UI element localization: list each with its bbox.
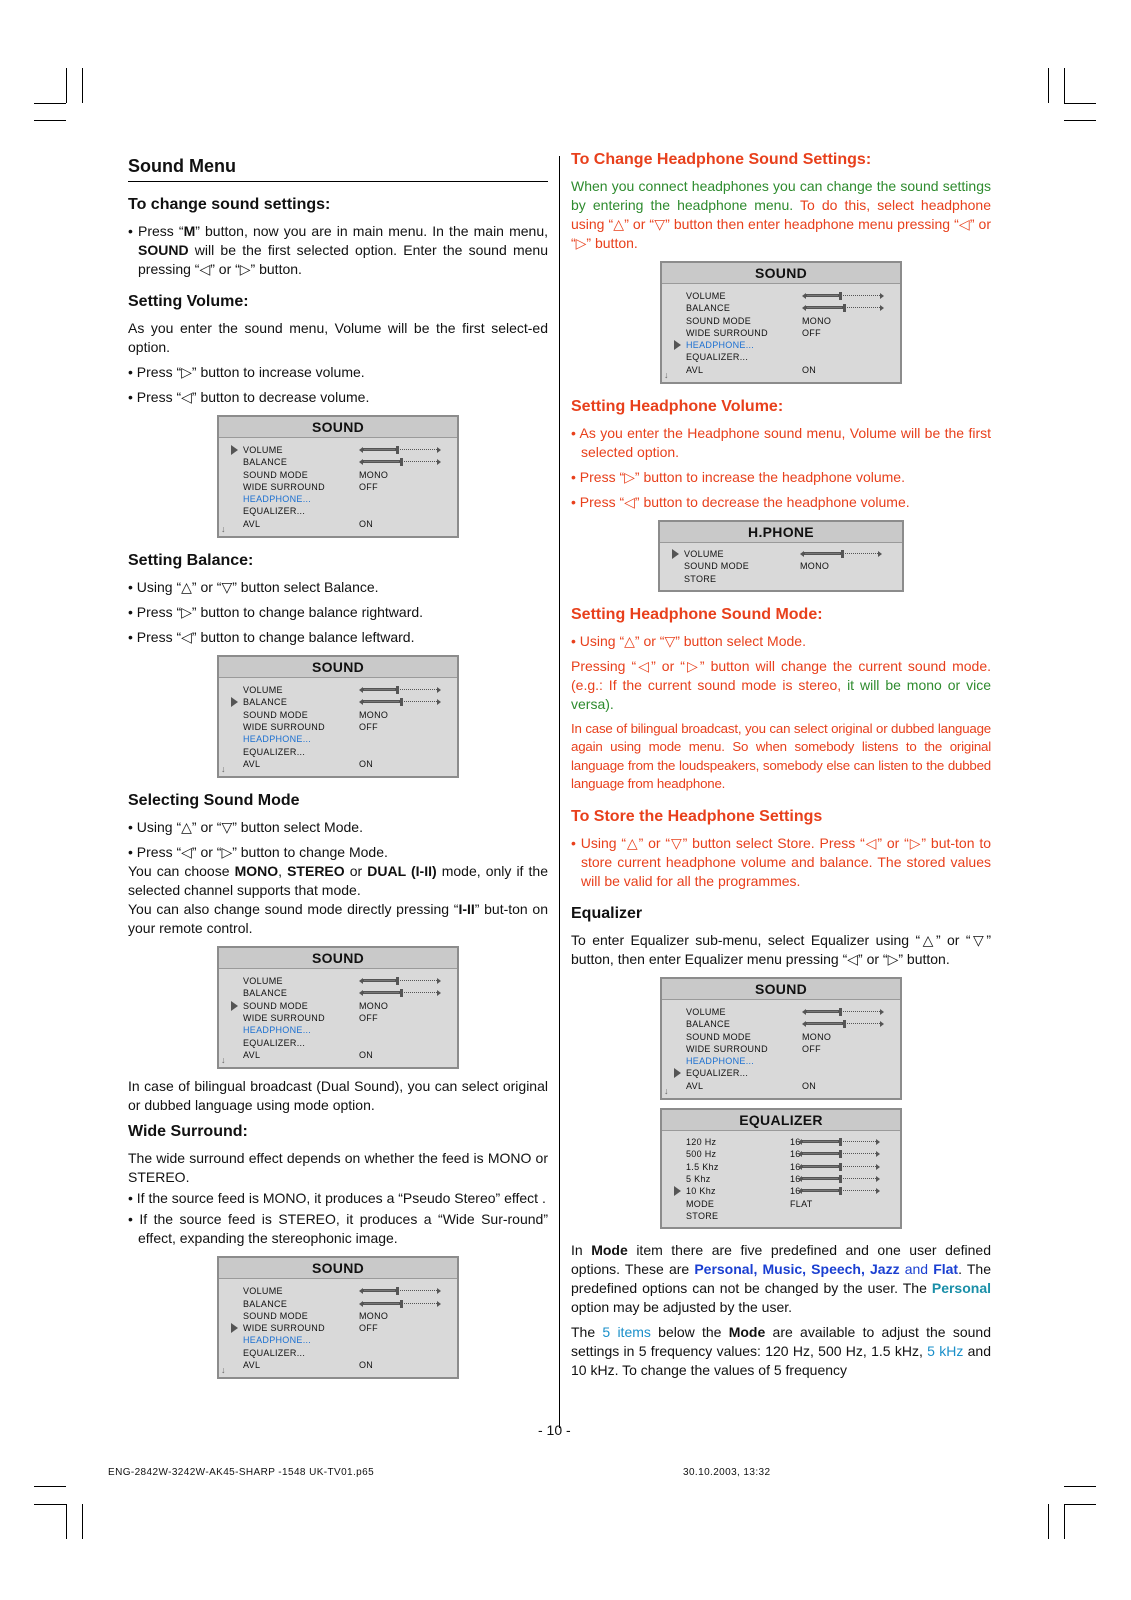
- menu-item-headphone: [243, 1334, 449, 1346]
- sound-menu-title: SOUND: [219, 417, 457, 438]
- level-slider: [798, 1177, 880, 1181]
- change-sound-heading: To change sound settings:: [128, 196, 331, 213]
- crop-mark: [1064, 1486, 1096, 1487]
- wide-text: The wide surround effect depends on whether the feed is MONO or STEREO.: [128, 1150, 548, 1186]
- menu-item-sound-mode: [243, 469, 449, 481]
- menu-item-avl: [243, 758, 449, 770]
- menu-item-sound-mode: [684, 560, 894, 572]
- menu-item-label: 120 Hz: [686, 1137, 717, 1148]
- menu-item-volume: [243, 1285, 449, 1297]
- level-slider: [359, 1302, 441, 1306]
- menu-item-volume: [243, 975, 449, 987]
- crop-mark: [1064, 1504, 1096, 1505]
- sound-menu-title: SOUND: [219, 1258, 457, 1279]
- selection-arrow-icon: [231, 697, 238, 707]
- wide-mono: • If the source feed is MONO, it produces a “Pseudo Stereo” effect .: [128, 1190, 546, 1207]
- crop-mark: [34, 1486, 66, 1487]
- crop-mark: [1048, 1504, 1049, 1539]
- menu-item-label: AVL: [243, 758, 261, 769]
- level-slider: [359, 688, 441, 692]
- menu-item-volume: [243, 684, 449, 696]
- frequency-items-text: The 5 items below the Mode are available to adjust the sound settings in 5 frequency values: 120 Hz, 500 Hz, 1.5 kHz, 5 kHz and 10 kHz. To change the values of 5 frequency: [571, 1324, 991, 1379]
- menu-item-balance: [243, 696, 449, 708]
- crop-mark: [66, 68, 67, 103]
- menu-item-value: OFF: [802, 1043, 821, 1054]
- menu-item-label: WIDE SURROUND: [243, 1013, 325, 1024]
- menu-item-label: VOLUME: [243, 1286, 283, 1297]
- menu-item-value: 16: [790, 1149, 801, 1160]
- left-column: [128, 156, 548, 1387]
- store-text: • Using “△” or “▽” button select Store. Press “◁” or “▷” but-ton to store current headphone volume and balance. The stored values will be valid for all the programmes.: [571, 834, 991, 889]
- eq-band-row: [686, 1161, 892, 1173]
- crop-mark: [1048, 68, 1049, 103]
- menu-item-label: EQUALIZER...: [686, 1068, 749, 1079]
- menu-item-label: BALANCE: [243, 697, 288, 708]
- headphone-mode-heading: Setting Headphone Sound Mode:: [571, 605, 823, 623]
- menu-item-value: MONO: [800, 561, 830, 572]
- menu-item-label: HEADPHONE...: [686, 1056, 755, 1067]
- volume-text: As you enter the sound menu, Volume will be the first select-ed option.: [128, 320, 548, 355]
- menu-item-mode: [686, 1198, 892, 1210]
- menu-item-label: WIDE SURROUND: [686, 1043, 768, 1054]
- volume-increase: • Press “▷” button to increase volume.: [128, 364, 365, 380]
- equalizer-menu-panel: [660, 1108, 902, 1229]
- menu-item-value: OFF: [359, 721, 378, 732]
- menu-item-label: WIDE SURROUND: [686, 327, 768, 338]
- sound-menu-title: SOUND: [219, 657, 457, 678]
- section-title: Sound Menu: [128, 156, 548, 182]
- wide-stereo: • If the source feed is STEREO, it produces a “Wide Sur-round” effect, expanding the stereophonic image.: [128, 1211, 548, 1247]
- menu-item-label: AVL: [686, 1080, 704, 1091]
- balance-left: • Press “◁” button to change balance leftward.: [128, 629, 415, 646]
- scroll-down-icon: ↓: [664, 370, 669, 381]
- menu-item-avl: [243, 1049, 449, 1061]
- equalizer-text: To enter Equalizer sub-menu, select Equalizer using “△” or “▽” button, then enter Equalizer menu pressing “◁” or “▷” button.: [571, 931, 991, 967]
- menu-item-sound-mode: [243, 1310, 449, 1322]
- scroll-down-icon: ↓: [221, 524, 226, 535]
- menu-item-value: MONO: [802, 315, 832, 326]
- menu-item-store: [684, 573, 894, 585]
- menu-item-label: VOLUME: [243, 445, 283, 455]
- menu-item-label: SOUND MODE: [684, 561, 750, 572]
- level-slider: [798, 1165, 880, 1169]
- level-slider: [359, 979, 441, 983]
- menu-item-label: VOLUME: [684, 549, 724, 560]
- menu-item-wide-surround: [243, 1322, 449, 1334]
- menu-item-label: AVL: [686, 364, 704, 375]
- menu-item-value: FLAT: [790, 1198, 813, 1209]
- menu-item-balance: [686, 1018, 892, 1030]
- menu-item-label: WIDE SURROUND: [243, 1323, 325, 1334]
- menu-item-balance: [686, 302, 892, 314]
- menu-item-label: EQUALIZER...: [243, 746, 306, 757]
- crop-mark: [66, 1504, 67, 1539]
- equalizer-heading: Equalizer: [571, 904, 643, 922]
- menu-item-value: MONO: [359, 469, 389, 480]
- menu-item-label: AVL: [243, 1049, 261, 1060]
- hp-volume-decrease: • Press “◁” button to decrease the headphone volume.: [571, 494, 910, 511]
- menu-item-value: ON: [802, 1080, 817, 1091]
- menu-item-avl: [686, 364, 892, 376]
- menu-item-store: [686, 1210, 892, 1222]
- menu-item-value: 16: [790, 1186, 801, 1197]
- menu-item-volume: [243, 444, 449, 456]
- menu-item-value: MONO: [359, 1310, 389, 1321]
- hphone-menu-title: H.PHONE: [660, 522, 902, 543]
- menu-item-label: VOLUME: [243, 976, 283, 987]
- menu-item-equalizer: [243, 1037, 449, 1049]
- menu-item-value: ON: [359, 1049, 374, 1060]
- menu-item-equalizer: [243, 505, 449, 517]
- crop-mark: [82, 68, 83, 103]
- sound-menu-panel: [217, 1256, 459, 1379]
- menu-item-headphone: [243, 493, 449, 505]
- level-slider: [359, 991, 441, 995]
- crop-mark: [1064, 103, 1096, 104]
- menu-item-headphone: [686, 1055, 892, 1067]
- hp-mode-bilingual: In case of bilingual broadcast, you can select original or dubbed language again using mode menu. So when somebody listens to the original language from the loudspeakers, somebody else can listen to the dubbed language from headphone.: [571, 720, 991, 792]
- scroll-down-icon: ↓: [221, 1055, 226, 1066]
- menu-item-value: ON: [359, 518, 374, 529]
- crop-mark: [1064, 120, 1096, 121]
- hp-mode-change: Pressing “◁” or “▷” button will change the current sound mode. (e.g.: If the current sound mode is stereo, it will be mono or vice versa).: [571, 657, 991, 712]
- menu-item-balance: [243, 1298, 449, 1310]
- menu-item-label: SOUND MODE: [243, 1000, 309, 1011]
- menu-item-volume: [684, 548, 894, 560]
- crop-mark: [1064, 68, 1065, 103]
- sound-menu-title: SOUND: [662, 263, 900, 284]
- menu-item-volume: [686, 290, 892, 302]
- menu-item-label: BALANCE: [243, 457, 288, 468]
- menu-item-label: SOUND MODE: [243, 1310, 309, 1321]
- setting-balance-heading: Setting Balance:: [128, 552, 254, 570]
- crop-mark: [82, 1504, 83, 1539]
- level-slider: [359, 460, 441, 464]
- store-heading: To Store the Headphone Settings: [571, 807, 823, 825]
- menu-item-label: HEADPHONE...: [243, 494, 312, 505]
- crop-mark: [34, 103, 66, 104]
- headphone-heading: To Change Headphone Sound Settings:: [571, 151, 872, 168]
- menu-item-label: EQUALIZER...: [243, 1037, 306, 1048]
- selection-arrow-icon: [231, 1001, 238, 1011]
- menu-item-label: BALANCE: [686, 1019, 731, 1030]
- menu-item-value: OFF: [359, 481, 378, 492]
- level-slider: [802, 1010, 884, 1014]
- eq-band-row: [686, 1185, 892, 1197]
- menu-item-headphone: [243, 1024, 449, 1036]
- menu-item-wide-surround: [243, 1012, 449, 1024]
- menu-item-label: BALANCE: [686, 303, 731, 314]
- level-slider: [802, 1022, 884, 1026]
- menu-item-headphone: [243, 733, 449, 745]
- equalizer-menu-title: EQUALIZER: [662, 1110, 900, 1131]
- mode-change: • Press “◁” or “▷” button to change Mode.: [128, 844, 388, 861]
- menu-item-balance: [243, 456, 449, 468]
- mode-direct: You can also change sound mode directly pressing “I-II” but-ton on your remote control.: [128, 901, 548, 937]
- menu-item-volume: [686, 1006, 892, 1018]
- menu-item-label: VOLUME: [686, 291, 726, 301]
- menu-item-wide-surround: [243, 481, 449, 493]
- menu-item-sound-mode: [686, 315, 892, 327]
- menu-item-label: 500 Hz: [686, 1149, 717, 1160]
- level-slider: [802, 294, 884, 298]
- menu-item-value: MONO: [802, 1031, 832, 1042]
- menu-item-equalizer: [243, 746, 449, 758]
- menu-item-label: EQUALIZER...: [243, 506, 306, 517]
- balance-select: • Using “△” or “▽” button select Balance.: [128, 579, 379, 596]
- menu-item-equalizer: [686, 351, 892, 363]
- sound-menu-panel: [217, 946, 459, 1069]
- menu-item-value: MONO: [359, 709, 389, 720]
- footer-date: 30.10.2003, 13:32: [683, 1467, 771, 1478]
- selection-arrow-icon: [674, 1068, 681, 1078]
- mode-bilingual: In case of bilingual broadcast (Dual Sound), you can select original or dubbed language using mode option.: [128, 1078, 548, 1114]
- sound-menu-panel: [660, 261, 902, 384]
- menu-item-label: WIDE SURROUND: [243, 481, 325, 492]
- menu-item-label: EQUALIZER...: [686, 352, 749, 363]
- hp-volume-text: • As you enter the Headphone sound menu, Volume will be the first selected option.: [571, 425, 991, 461]
- menu-item-wide-surround: [686, 1043, 892, 1055]
- mode-choose: You can choose MONO, STEREO or DUAL (I-II) mode, only if the selected channel supports that mode.: [128, 863, 548, 899]
- crop-mark: [34, 1504, 66, 1505]
- column-divider: [559, 156, 560, 1428]
- level-slider: [798, 1189, 880, 1193]
- footer-file: ENG-2842W-3242W-AK45-SHARP -1548 UK-TV01.p65: [108, 1467, 375, 1478]
- menu-item-label: MODE: [686, 1198, 715, 1209]
- menu-item-wide-surround: [686, 327, 892, 339]
- menu-item-label: SOUND MODE: [686, 315, 752, 326]
- menu-item-label: WIDE SURROUND: [243, 721, 325, 732]
- menu-item-label: SOUND MODE: [686, 1031, 752, 1042]
- sound-mode-heading: Selecting Sound Mode: [128, 792, 300, 810]
- level-slider: [802, 306, 884, 310]
- level-slider: [359, 1289, 441, 1293]
- menu-item-label: VOLUME: [686, 1006, 726, 1017]
- menu-item-value: 16: [790, 1173, 801, 1184]
- setting-volume-heading: Setting Volume:: [128, 293, 249, 310]
- selection-arrow-icon: [231, 445, 238, 455]
- menu-item-value: 16: [790, 1161, 801, 1172]
- menu-item-label: STORE: [686, 1210, 719, 1221]
- eq-band-row: [686, 1136, 892, 1148]
- selection-arrow-icon: [672, 549, 679, 559]
- level-slider: [800, 552, 882, 556]
- balance-right: • Press “▷” button to change balance rightward.: [128, 604, 424, 621]
- menu-item-value: OFF: [802, 327, 821, 338]
- menu-item-wide-surround: [243, 721, 449, 733]
- selection-arrow-icon: [674, 340, 681, 350]
- menu-item-value: OFF: [359, 1323, 378, 1334]
- menu-item-label: AVL: [243, 518, 261, 529]
- eq-band-row: [686, 1148, 892, 1160]
- crop-mark: [34, 120, 66, 121]
- page-number: - 10 -: [538, 1422, 571, 1438]
- menu-item-label: 1.5 Khz: [686, 1161, 719, 1172]
- right-column: [571, 151, 991, 1386]
- menu-item-label: VOLUME: [243, 685, 283, 696]
- menu-item-label: HEADPHONE...: [243, 1025, 312, 1036]
- menu-item-label: AVL: [243, 1360, 261, 1371]
- menu-item-value: ON: [359, 758, 374, 769]
- mode-options-text: In Mode item there are five predefined and one user defined options. These are Personal, Music, Speech, Jazz and Flat. The predefined options can not be changed by the user. The Personal option may be adjusted by the user.: [571, 1242, 991, 1316]
- menu-item-label: HEADPHONE...: [686, 340, 755, 351]
- menu-item-avl: [243, 518, 449, 530]
- level-slider: [359, 700, 441, 704]
- sound-menu-title: SOUND: [219, 948, 457, 969]
- menu-item-label: 5 Khz: [686, 1173, 711, 1184]
- menu-item-equalizer: [686, 1067, 892, 1079]
- menu-item-label: SOUND MODE: [243, 469, 309, 480]
- mode-select: • Using “△” or “▽” button select Mode.: [128, 819, 363, 836]
- sound-menu-panel: [660, 977, 902, 1100]
- sound-menu-panel: [217, 415, 459, 538]
- scroll-down-icon: ↓: [664, 1086, 669, 1097]
- wide-surround-heading: Wide Surround:: [128, 1123, 248, 1141]
- volume-decrease: • Press “◁” button to decrease volume.: [128, 389, 370, 405]
- sound-menu-panel: [217, 655, 459, 778]
- scroll-down-icon: ↓: [221, 764, 226, 775]
- menu-item-value: OFF: [359, 1013, 378, 1024]
- menu-item-label: EQUALIZER...: [243, 1347, 306, 1358]
- hp-volume-increase: • Press “▷” button to increase the headphone volume.: [571, 469, 905, 486]
- selection-arrow-icon: [674, 1186, 681, 1196]
- change-sound-text: • Press “M” button, now you are in main menu. In the main menu, SOUND will be the first selected option. Enter the sound menu pressing “◁” or “▷” button.: [128, 223, 548, 277]
- menu-item-label: HEADPHONE...: [243, 1335, 312, 1346]
- scroll-down-icon: ↓: [221, 1365, 226, 1376]
- menu-item-value: 16: [790, 1137, 801, 1148]
- menu-item-label: SOUND MODE: [243, 709, 309, 720]
- menu-item-equalizer: [243, 1347, 449, 1359]
- menu-item-headphone: [686, 339, 892, 351]
- level-slider: [359, 448, 441, 452]
- menu-item-label: BALANCE: [243, 1298, 288, 1309]
- menu-item-label: 10 Khz: [686, 1186, 716, 1197]
- menu-item-sound-mode: [243, 709, 449, 721]
- menu-item-sound-mode: [243, 1000, 449, 1012]
- hp-mode-select: • Using “△” or “▽” button select Mode.: [571, 632, 806, 649]
- menu-item-value: MONO: [359, 1000, 389, 1011]
- headphone-volume-heading: Setting Headphone Volume:: [571, 398, 784, 416]
- sound-menu-title: SOUND: [662, 979, 900, 1000]
- selection-arrow-icon: [231, 1323, 238, 1333]
- menu-item-value: ON: [802, 364, 817, 375]
- menu-item-balance: [243, 987, 449, 999]
- menu-item-avl: [243, 1359, 449, 1371]
- menu-item-label: HEADPHONE...: [243, 734, 312, 745]
- crop-mark: [1064, 1504, 1065, 1539]
- menu-item-value: ON: [359, 1360, 374, 1371]
- hphone-menu-panel: [658, 520, 904, 592]
- menu-item-label: STORE: [684, 573, 717, 584]
- menu-item-label: BALANCE: [243, 988, 288, 999]
- eq-band-row: [686, 1173, 892, 1185]
- headphone-text: When you connect headphones you can change the sound settings by entering the headphone menu. To do this, select headphone using “△” or “▽” button then enter headphone menu pressing “◁” or “▷” button.: [571, 178, 991, 251]
- level-slider: [798, 1140, 880, 1144]
- level-slider: [798, 1152, 880, 1156]
- menu-item-avl: [686, 1080, 892, 1092]
- menu-item-sound-mode: [686, 1031, 892, 1043]
